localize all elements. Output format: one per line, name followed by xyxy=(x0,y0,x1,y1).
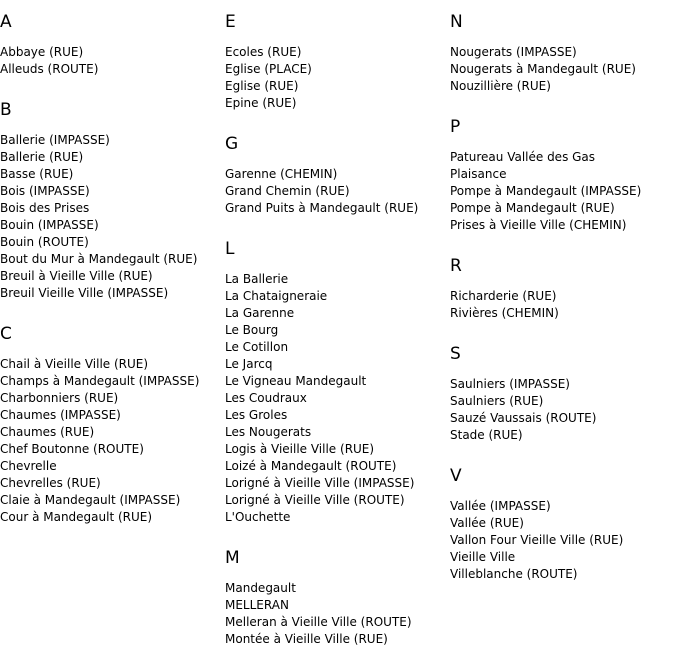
street-name: Claie à Mandegault (IMPASSE) xyxy=(0,493,181,507)
street-name: Saulniers (RUE) xyxy=(450,394,544,408)
street-name: Sauzé Vaussais (ROUTE) xyxy=(450,411,597,425)
letter-group xyxy=(0,302,225,526)
street-name: La Ballerie xyxy=(225,272,289,286)
section-letter-heading: B xyxy=(0,100,12,120)
section-letter-heading: R xyxy=(450,256,462,276)
street-name: Prises à Vieille Ville (CHEMIN) xyxy=(450,218,627,232)
street-name: Les Coudraux xyxy=(225,391,307,405)
street-name: Vallée (IMPASSE) xyxy=(450,499,551,513)
street-name: Loizé à Mandegault (ROUTE) xyxy=(225,459,397,473)
section-letter-heading: L xyxy=(225,239,235,259)
street-name: Lorigné à Vieille Ville (ROUTE) xyxy=(225,493,405,507)
street-name: Garenne (CHEMIN) xyxy=(225,167,338,181)
street-list xyxy=(225,568,450,648)
street-name: Grand Puits à Mandegault (RUE) xyxy=(225,201,419,215)
street-name: Alleuds (ROUTE) xyxy=(0,62,99,76)
street-name: Champs à Mandegault (IMPASSE) xyxy=(0,374,200,388)
street-name: Patureau Vallée des Gas xyxy=(450,150,596,164)
street-name: Montée à Vieille Ville (RUE) xyxy=(225,632,388,646)
street-name: Pompe à Mandegault (IMPASSE) xyxy=(450,184,642,198)
street-name: Grand Chemin (RUE) xyxy=(225,184,350,198)
street-name: Chevrelles (RUE) xyxy=(0,476,101,490)
letter-group xyxy=(450,234,675,322)
street-name: Villeblanche (ROUTE) xyxy=(450,567,578,581)
street-name: Nougerats à Mandegault (RUE) xyxy=(450,62,636,76)
street-name: La Garenne xyxy=(225,306,295,320)
street-name: Chaumes (RUE) xyxy=(0,425,95,439)
street-list xyxy=(0,32,225,78)
street-name: Les Groles xyxy=(225,408,288,422)
street-name: Plaisance xyxy=(450,167,507,181)
section-letter-heading: E xyxy=(225,12,236,32)
street-name: Le Jarcq xyxy=(225,357,273,371)
letter-group xyxy=(225,0,450,112)
letter-group xyxy=(450,322,675,444)
section-letter-heading: A xyxy=(0,12,12,32)
street-name: Bout du Mur à Mandegault (RUE) xyxy=(0,252,198,266)
street-name: Vallée (RUE) xyxy=(450,516,524,530)
letter-group xyxy=(225,217,450,526)
street-list xyxy=(225,259,450,526)
street-name: Logis à Vieille Ville (RUE) xyxy=(225,442,375,456)
street-name: Chail à Vieille Ville (RUE) xyxy=(0,357,149,371)
letter-group xyxy=(450,95,675,234)
section-letter-heading: P xyxy=(450,117,461,137)
section-letter-heading: N xyxy=(450,12,463,32)
street-name: Chef Boutonne (ROUTE) xyxy=(0,442,144,456)
street-name: Bouin (ROUTE) xyxy=(0,235,89,249)
street-list xyxy=(225,154,450,217)
street-name: Mandegault xyxy=(225,581,296,595)
street-name: Bois (IMPASSE) xyxy=(0,184,90,198)
street-name: La Chataigneraie xyxy=(225,289,328,303)
section-letter-heading: C xyxy=(0,324,12,344)
street-list xyxy=(450,32,675,95)
street-list xyxy=(450,137,675,234)
street-list xyxy=(225,32,450,112)
section-letter-heading: M xyxy=(225,548,240,568)
street-name: Stade (RUE) xyxy=(450,428,523,442)
street-name: Basse (RUE) xyxy=(0,167,74,181)
letter-group xyxy=(450,0,675,95)
street-name: Eglise (RUE) xyxy=(225,79,299,93)
street-name: Epine (RUE) xyxy=(225,96,297,110)
letter-group xyxy=(0,78,225,302)
street-name: Breuil à Vieille Ville (RUE) xyxy=(0,269,153,283)
letter-group xyxy=(450,444,675,583)
street-name: Ballerie (RUE) xyxy=(0,150,84,164)
street-index-column-1 xyxy=(0,0,225,526)
street-name: Eglise (PLACE) xyxy=(225,62,312,76)
section-letter-heading: G xyxy=(225,134,239,154)
street-name: Breuil Vieille Ville (IMPASSE) xyxy=(0,286,169,300)
street-list xyxy=(0,344,225,526)
letter-group xyxy=(225,526,450,648)
street-list xyxy=(450,486,675,583)
street-name: Bois des Prises xyxy=(0,201,90,215)
street-name: Le Cotillon xyxy=(225,340,289,354)
street-name: Vallon Four Vieille Ville (RUE) xyxy=(450,533,624,547)
street-name: MELLERAN xyxy=(225,598,289,612)
street-name: Chevrelle xyxy=(0,459,57,473)
street-list xyxy=(0,120,225,302)
street-name: Lorigné à Vieille Ville (IMPASSE) xyxy=(225,476,415,490)
section-letter-heading: V xyxy=(450,466,462,486)
street-list xyxy=(450,276,675,322)
street-name: Chaumes (IMPASSE) xyxy=(0,408,121,422)
street-name: Ecoles (RUE) xyxy=(225,45,302,59)
street-name: Le Vigneau Mandegault xyxy=(225,374,367,388)
street-index-column-3 xyxy=(450,0,675,583)
street-list xyxy=(450,364,675,444)
street-name: Bouin (IMPASSE) xyxy=(0,218,99,232)
street-name: Nougerats (IMPASSE) xyxy=(450,45,577,59)
street-name: Saulniers (IMPASSE) xyxy=(450,377,570,391)
letter-group xyxy=(225,112,450,217)
street-name: Abbaye (RUE) xyxy=(0,45,84,59)
street-name: L'Ouchette xyxy=(225,510,291,524)
street-name: Vieille Ville xyxy=(450,550,516,564)
section-letter-heading: S xyxy=(450,344,461,364)
street-name: Les Nougerats xyxy=(225,425,312,439)
street-name: Charbonniers (RUE) xyxy=(0,391,119,405)
street-name: Ballerie (IMPASSE) xyxy=(0,133,110,147)
letter-group xyxy=(0,0,225,78)
street-index-column-2 xyxy=(225,0,450,648)
street-name: Cour à Mandegault (RUE) xyxy=(0,510,153,524)
street-name: Nouzillière (RUE) xyxy=(450,79,551,93)
street-name: Le Bourg xyxy=(225,323,279,337)
street-name: Rivières (CHEMIN) xyxy=(450,306,559,320)
street-name: Pompe à Mandegault (RUE) xyxy=(450,201,615,215)
street-name: Richarderie (RUE) xyxy=(450,289,557,303)
street-name: Melleran à Vieille Ville (ROUTE) xyxy=(225,615,412,629)
